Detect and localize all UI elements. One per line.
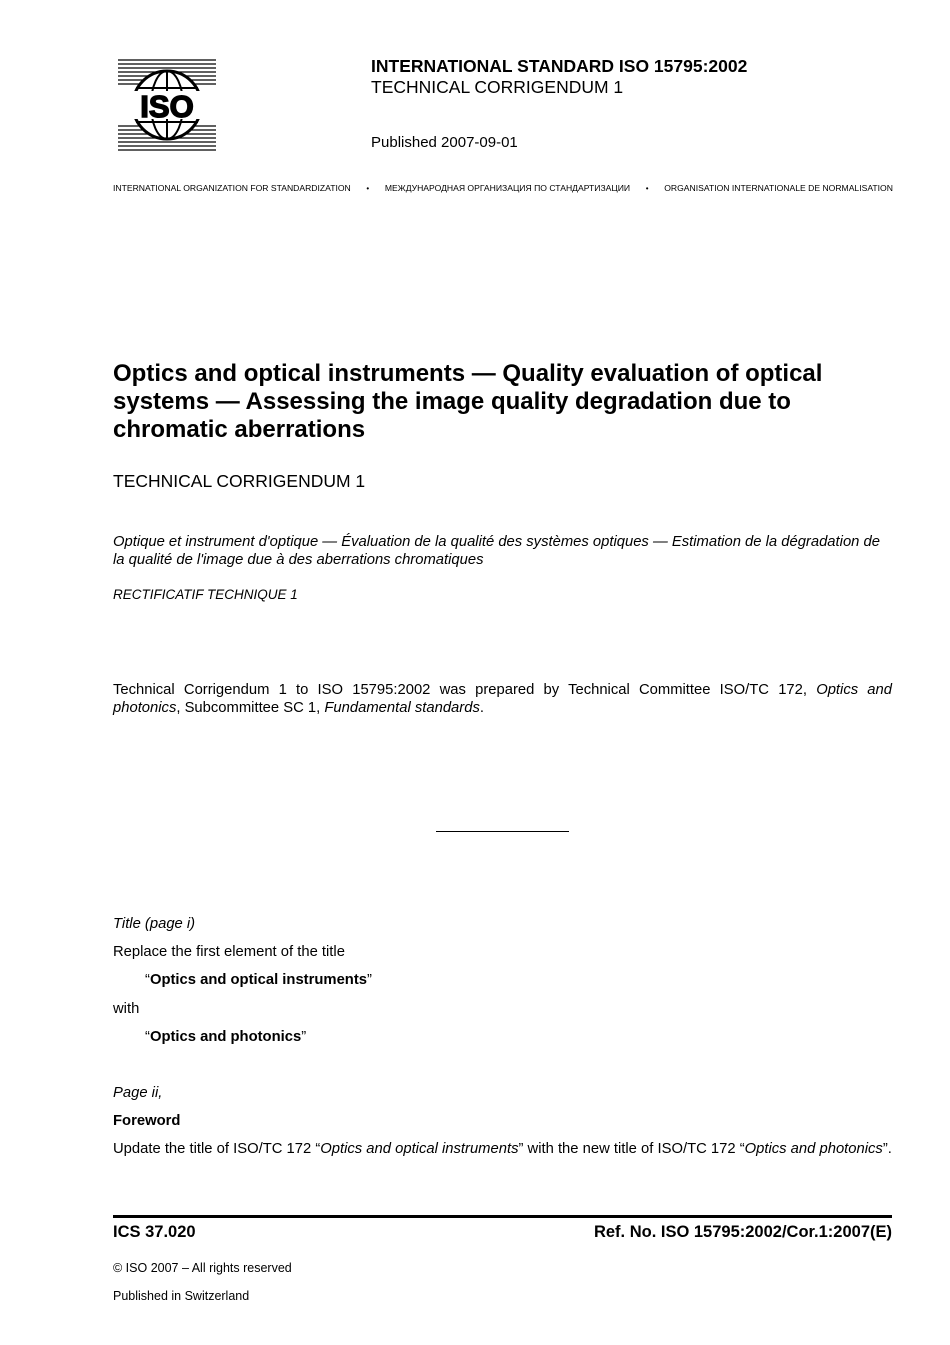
bullet-icon: • [645, 184, 649, 193]
update-text: Update the title of ISO/TC 172 “ [113, 1141, 321, 1157]
org-name-en: INTERNATIONAL ORGANIZATION FOR STANDARDIZATION [113, 183, 351, 193]
corrigendum-label: TECHNICAL CORRIGENDUM 1 [371, 77, 624, 97]
french-corrigendum-label: RECTIFICATIF TECHNIQUE 1 [113, 587, 298, 602]
separator-line [436, 831, 569, 832]
quote-mark: “ [145, 1029, 150, 1045]
title-page-ref: Title (page i) [113, 916, 196, 932]
update-text: ” with the new title of ISO/TC 172 “ [518, 1141, 745, 1157]
replace-instruction: Replace the first element of the title [113, 944, 345, 960]
published-in: Published in Switzerland [113, 1289, 250, 1303]
ics-code: ICS 37.020 [113, 1223, 196, 1241]
org-name-fr: ORGANISATION INTERNATIONALE DE NORMALISATION [664, 183, 893, 193]
prep-text: . [479, 700, 484, 716]
new-tc-title: Optics and photonics [744, 1141, 883, 1157]
update-instruction [113, 1140, 892, 1158]
technical-corrigendum-heading: TECHNICAL CORRIGENDUM 1 [113, 471, 366, 491]
footer-rule [113, 1215, 892, 1218]
bullet-icon: • [366, 184, 370, 193]
with-word: with [113, 1001, 140, 1017]
new-title-text: Optics and photonics [149, 1029, 302, 1045]
page-ii-ref: Page ii, [113, 1085, 163, 1101]
preparation-statement [113, 681, 892, 717]
org-name-ru: МЕЖДУНАРОДНАЯ ОРГАНИЗАЦИЯ ПО СТАНДАРТИЗАЦИИ [384, 183, 631, 193]
iso-logo-text: ISO [140, 89, 194, 124]
organization-line [113, 183, 893, 194]
prep-text: Technical Corrigendum 1 to ISO 15795:2002 was prepared by Technical Committee ISO/TC 172, [113, 682, 817, 698]
foreword-heading: Foreword [113, 1113, 181, 1129]
old-tc-title: Optics and optical instruments [320, 1141, 519, 1157]
sc-name: Fundamental standards [324, 700, 480, 716]
iso-logo [118, 58, 216, 152]
new-title-element [145, 1028, 306, 1046]
tc-name: Optics and photonics [113, 682, 892, 716]
update-text: ”. [882, 1141, 892, 1157]
published-date: Published 2007-09-01 [371, 134, 518, 151]
quote-mark: ” [301, 1029, 307, 1045]
prep-text: , Subcommittee SC 1, [176, 700, 325, 716]
copyright-notice: © ISO 2007 – All rights reserved [113, 1261, 292, 1275]
document-title: Optics and optical instruments — Quality evaluation of optical systems — Assessing the image quality degradation due to chromatic aberrations [113, 360, 823, 443]
standard-title: INTERNATIONAL STANDARD ISO 15795:2002 [371, 56, 748, 76]
quote-mark: “ [145, 972, 150, 988]
old-title-text: Optics and optical instruments [149, 972, 367, 988]
french-title: Optique et instrument d'optique — Évaluation de la qualité des systèmes optiques — Estimation de la dégradation de la qualité de l'image due à des aberrations chromatiques [113, 534, 880, 568]
old-title-element [145, 971, 372, 989]
reference-number: Ref. No. ISO 15795:2002/Cor.1:2007(E) [593, 1223, 892, 1241]
quote-mark: ” [367, 972, 372, 988]
